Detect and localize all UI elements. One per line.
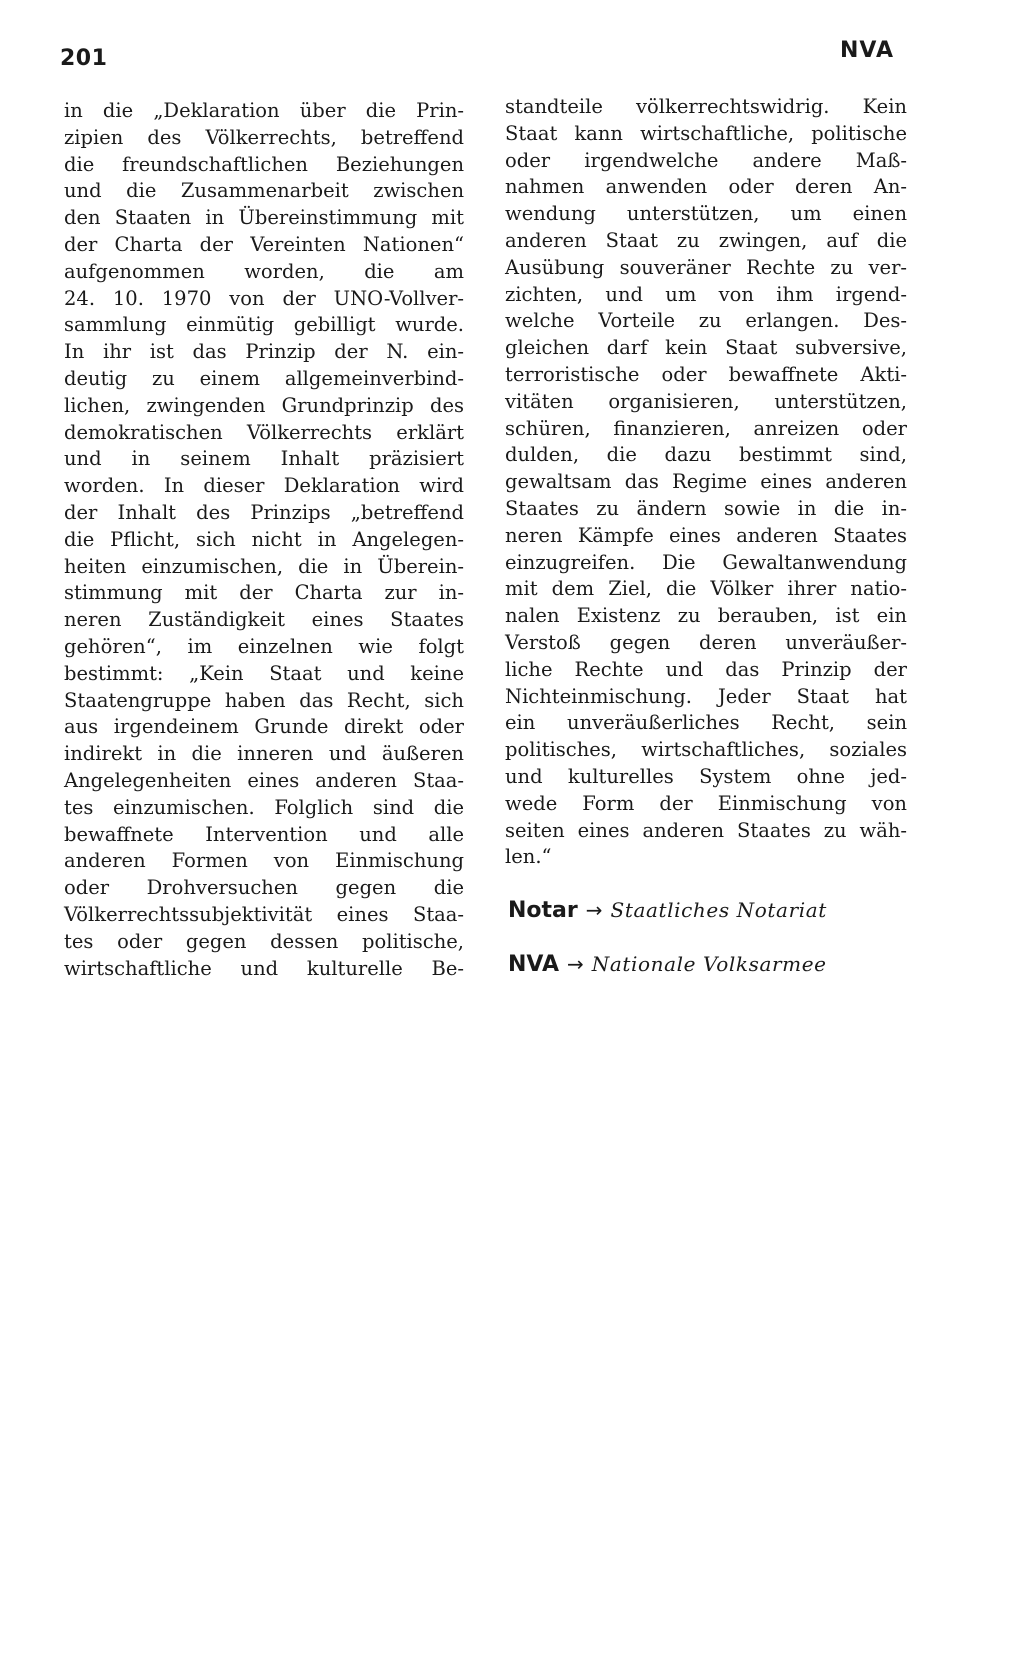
see-arrow-icon: →	[566, 952, 584, 976]
see-arrow-icon: →	[585, 898, 603, 922]
page-number: 201	[60, 46, 108, 71]
reference-target: Nationale Volksarmee	[591, 952, 827, 976]
text-line: bestimmt: „Kein Staat und keine	[64, 661, 464, 685]
text-line: gleichen darf kein Staat subversive,	[505, 336, 907, 360]
text-line: neren Kämpfe eines anderen Staates	[505, 523, 907, 547]
text-line: die freundschaftlichen Beziehungen	[64, 152, 464, 176]
text-line: indirekt in die inneren und äußeren	[64, 742, 464, 766]
text-line: nalen Existenz zu berauben, ist ein	[505, 604, 907, 628]
text-line: terroristische oder bewaffnete Akti-	[505, 362, 907, 386]
text-line: Ausübung souveräner Rechte zu ver-	[505, 255, 907, 279]
text-line: Verstoß gegen deren unveräußer-	[505, 630, 907, 654]
text-line: mit dem Ziel, die Völker ihrer natio-	[505, 577, 907, 601]
text-line: anderen Staat zu zwingen, auf die	[505, 228, 907, 252]
text-line: schüren, finanzieren, anreizen oder	[505, 416, 907, 440]
text-line: Staates zu ändern sowie in die in-	[505, 496, 907, 520]
reference-target: Staatliches Notariat	[610, 898, 827, 922]
text-line: Staatengruppe haben das Recht, sich	[64, 688, 464, 712]
text-line: tes oder gegen dessen politische,	[64, 929, 464, 953]
text-line: stimmung mit der Charta zur in-	[64, 581, 464, 605]
text-line: standteile völkerrechtswidrig. Kein	[505, 95, 907, 118]
text-line: wendung unterstützen, um einen	[505, 202, 907, 226]
text-line: wede Form der Einmischung von	[505, 791, 907, 815]
text-line: anderen Formen von Einmischung	[64, 849, 464, 873]
text-line: neren Zuständigkeit eines Staates	[64, 608, 464, 632]
text-line: zichten, und um von ihm irgend-	[505, 282, 907, 306]
text-line: oder Drohversuchen gegen die	[64, 876, 464, 900]
text-line: In ihr ist das Prinzip der N. ein-	[64, 340, 464, 364]
text-line: worden. In dieser Deklaration wird	[64, 474, 464, 498]
running-head-keyword: NVA	[840, 38, 894, 63]
text-line: deutig zu einem allgemeinverbind-	[64, 366, 464, 390]
text-line: Völkerrechtssubjektivität eines Staa-	[64, 902, 464, 926]
entry-term: Notar	[508, 898, 578, 923]
text-line: Angelegenheiten eines anderen Staa-	[64, 768, 464, 792]
right-text-column	[505, 94, 907, 871]
text-line: liche Rechte und das Prinzip der	[505, 657, 907, 681]
entry-term: NVA	[508, 952, 559, 977]
text-line: ein unveräußerliches Recht, sein	[505, 711, 907, 735]
text-line: gewaltsam das Regime eines anderen	[505, 470, 907, 494]
text-line: seiten eines anderen Staates zu wäh-	[505, 818, 907, 842]
text-line: oder irgendwelche andere Maß-	[505, 148, 907, 172]
text-line: heiten einzumischen, die in Überein-	[64, 554, 464, 578]
text-line: gehören“, im einzelnen wie folgt	[64, 634, 464, 658]
text-line: und in seinem Inhalt präzisiert	[64, 447, 464, 471]
text-line: politisches, wirtschaftliches, soziales	[505, 738, 907, 762]
text-line: lichen, zwingenden Grundprinzip des	[64, 393, 464, 417]
text-line: tes einzumischen. Folglich sind die	[64, 795, 464, 819]
text-line: aus irgendeinem Grunde direkt oder	[64, 715, 464, 739]
text-line: in die „Deklaration über die Prin-	[64, 99, 464, 122]
text-line: sammlung einmütig gebilligt wurde.	[64, 313, 464, 337]
text-line: welche Vorteile zu erlangen. Des-	[505, 309, 907, 333]
text-line: bewaffnete Intervention und alle	[64, 822, 464, 846]
text-line: vitäten organisieren, unterstützen,	[505, 389, 907, 413]
text-line: den Staaten in Übereinstimmung mit	[64, 206, 464, 230]
text-line: 24. 10. 1970 von der UNO-Vollver-	[64, 286, 464, 310]
left-text-column	[64, 98, 464, 982]
text-line: nahmen anwenden oder deren An-	[505, 175, 907, 199]
text-line: len.“	[505, 845, 552, 869]
text-line: Staat kann wirtschaftliche, politische	[505, 121, 907, 145]
text-line: dulden, die dazu bestimmt sind,	[505, 443, 907, 467]
cross-reference-nva	[508, 952, 827, 977]
text-line: und kulturelles System ohne jed-	[505, 764, 907, 788]
text-line: der Charta der Vereinten Nationen“	[64, 232, 464, 256]
text-line: und die Zusammenarbeit zwischen	[64, 179, 464, 203]
text-line: demokratischen Völkerrechts erklärt	[64, 420, 464, 444]
text-line: die Pflicht, sich nicht in Angelegen-	[64, 527, 464, 551]
text-line: einzugreifen. Die Gewaltanwendung	[505, 550, 907, 574]
text-line: zipien des Völkerrechts, betreffend	[64, 125, 464, 149]
text-line: der Inhalt des Prinzips „betreffend	[64, 500, 464, 524]
text-line: aufgenommen worden, die am	[64, 259, 464, 283]
text-line: Nichteinmischung. Jeder Staat hat	[505, 684, 907, 708]
cross-reference-notar	[508, 898, 827, 923]
text-line: wirtschaftliche und kulturelle Be-	[64, 956, 464, 980]
